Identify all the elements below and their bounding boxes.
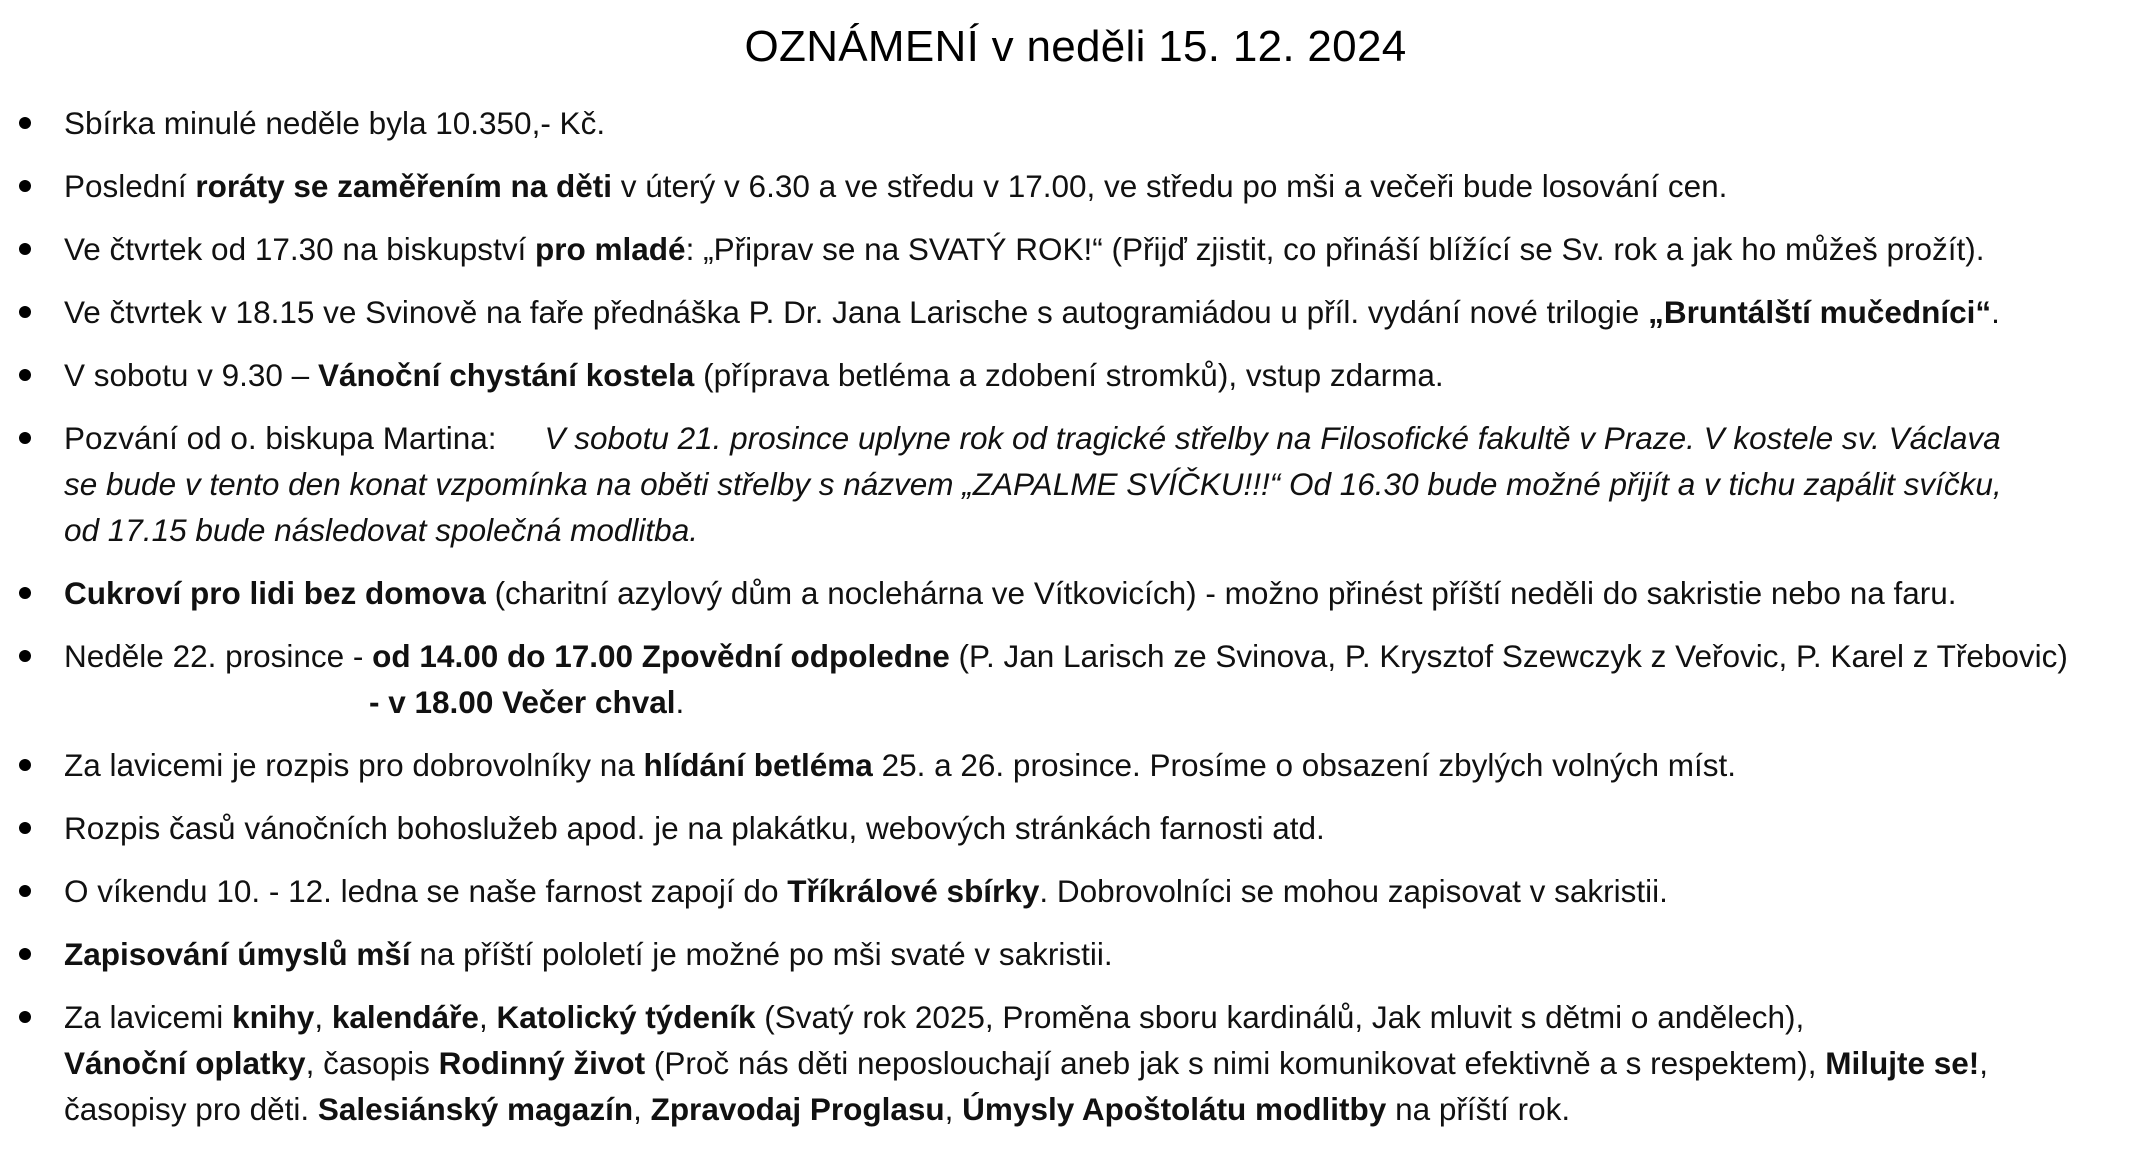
item-emphasis: „Bruntálští mučedníci“ bbox=[1648, 294, 1992, 330]
item-line bbox=[64, 461, 2151, 507]
list-item bbox=[0, 100, 2151, 146]
item-text: v úterý v 6.30 a ve středu v 17.00, ve středu po mši a večeři bude losování cen. bbox=[612, 168, 1728, 204]
list-item bbox=[0, 805, 2151, 851]
item-text: (příprava betléma a zdobení stromků), vstup zdarma. bbox=[694, 357, 1444, 393]
list-item bbox=[0, 994, 2151, 1132]
item-text: 25. a 26. prosince. Prosíme o obsazení zbylých volných míst. bbox=[872, 747, 1736, 783]
item-line bbox=[64, 868, 2151, 914]
item-line bbox=[64, 931, 2151, 977]
item-line bbox=[64, 163, 2151, 209]
item-text: Poslední bbox=[64, 168, 196, 204]
bullet-icon bbox=[19, 885, 31, 897]
bullet-icon bbox=[19, 306, 31, 318]
item-text: Za lavicemi je rozpis pro dobrovolníky na bbox=[64, 747, 644, 783]
item-text: (Proč nás děti neposlouchají aneb jak s nimi komunikovat efektivně a s respektem), bbox=[645, 1045, 1826, 1081]
item-emphasis: Vánoční oplatky bbox=[64, 1045, 306, 1081]
list-item bbox=[0, 415, 2151, 553]
bullet-icon bbox=[19, 1011, 31, 1023]
announcement-list bbox=[0, 100, 2151, 1149]
bullet-icon bbox=[19, 822, 31, 834]
item-text: , bbox=[478, 999, 497, 1035]
list-item bbox=[0, 570, 2151, 616]
list-item bbox=[0, 163, 2151, 209]
item-line bbox=[64, 1086, 2151, 1132]
list-item bbox=[0, 742, 2151, 788]
list-item bbox=[0, 289, 2151, 335]
list-item bbox=[0, 931, 2151, 977]
item-emphasis: Zpravodaj Proglasu bbox=[650, 1091, 945, 1127]
item-line bbox=[64, 742, 2151, 788]
item-emphasis: Salesiánský magazín bbox=[317, 1091, 634, 1127]
item-emphasis: Milujte se! bbox=[1825, 1045, 1980, 1081]
bullet-icon bbox=[19, 117, 31, 129]
item-line bbox=[64, 289, 2151, 335]
item-text: , bbox=[633, 1091, 651, 1127]
bullet-icon bbox=[19, 650, 31, 662]
item-text: . bbox=[1991, 294, 2000, 330]
item-emphasis: Úmysly Apoštolátu modlitby bbox=[962, 1091, 1387, 1127]
item-text: časopisy pro děti. bbox=[64, 1091, 318, 1127]
item-line bbox=[64, 226, 2151, 272]
item-text: Pozvání od o. biskupa Martina: bbox=[64, 420, 497, 456]
item-text: : „Připrav se na SVATÝ ROK!“ (Přijď zjistit, co přináší blížící se Sv. rok a jak ho můžeš prožít). bbox=[685, 231, 1985, 267]
item-italic: se bude v tento den konat vzpomínka na oběti střelby s názvem „ZAPALME SVÍČKU!!!“ Od 16.30 bude možné přijít a v tichu zapálit svíčku, bbox=[64, 466, 2002, 502]
bullet-icon bbox=[19, 243, 31, 255]
item-text: Ve čtvrtek od 17.30 na biskupství bbox=[64, 231, 536, 267]
item-line bbox=[64, 994, 2151, 1040]
item-emphasis: Vánoční chystání kostela bbox=[317, 357, 695, 393]
item-text: V sobotu v 9.30 – bbox=[64, 357, 318, 393]
item-text: . bbox=[675, 684, 685, 720]
item-text: , časopis bbox=[305, 1045, 439, 1081]
item-text: Rozpis časů vánočních bohoslužeb apod. je na plakátku, webových stránkách farnosti atd. bbox=[64, 810, 1325, 846]
item-text: Sbírka minulé neděle byla 10.350,- Kč. bbox=[64, 105, 606, 141]
item-emphasis: Tříkrálové sbírky bbox=[787, 873, 1040, 909]
item-text: Za lavicemi bbox=[64, 999, 233, 1035]
item-emphasis: Rodinný život bbox=[438, 1045, 646, 1081]
item-text: na příští pololetí je možné po mši svaté v sakristii. bbox=[410, 936, 1113, 972]
item-text: Ve čtvrtek v 18.15 ve Svinově na faře přednáška P. Dr. Jana Larische s autogramiádou u příl. vydání nové trilogie bbox=[64, 294, 1649, 330]
list-item bbox=[0, 633, 2151, 725]
item-text: (P. Jan Larisch ze Svinova, P. Krysztof Szewczyk z Veřovic, P. Karel z Třebovic) bbox=[949, 638, 2068, 674]
item-italic: V sobotu 21. prosince uplyne rok od tragické střelby na Filosofické fakultě v Praze. V kostele sv. Václava bbox=[544, 420, 2001, 456]
item-text: O víkendu 10. - 12. ledna se naše farnost zapojí do bbox=[64, 873, 788, 909]
item-text: . Dobrovolníci se mohou zapisovat v sakristii. bbox=[1039, 873, 1668, 909]
bullet-icon bbox=[19, 587, 31, 599]
item-text: (charitní azylový dům a noclehárna ve Vítkovicích) - možno přinést příští neděli do sakristie nebo na faru. bbox=[485, 575, 1957, 611]
item-text: (Svatý rok 2025, Proměna sboru kardinálů, Jak mluvit s dětmi o andělech), bbox=[755, 999, 1805, 1035]
item-text: , bbox=[1979, 1045, 1989, 1081]
list-item bbox=[0, 868, 2151, 914]
item-line bbox=[64, 570, 2151, 616]
bullet-icon bbox=[19, 180, 31, 192]
bullet-icon bbox=[19, 432, 31, 444]
item-line bbox=[64, 507, 2151, 553]
item-line bbox=[64, 633, 2151, 679]
item-line bbox=[64, 679, 2151, 725]
item-emphasis: pro mladé bbox=[535, 231, 686, 267]
item-emphasis: Cukroví pro lidi bez domova bbox=[64, 575, 486, 611]
item-text: , bbox=[944, 1091, 963, 1127]
list-item bbox=[0, 226, 2151, 272]
bullet-icon bbox=[19, 759, 31, 771]
item-line bbox=[64, 1040, 2151, 1086]
item-line bbox=[64, 415, 2151, 461]
item-emphasis: kalendáře bbox=[331, 999, 479, 1035]
item-emphasis: - v 18.00 Večer chval bbox=[369, 684, 676, 720]
item-emphasis: Katolický týdeník bbox=[496, 999, 756, 1035]
bullet-icon bbox=[19, 369, 31, 381]
item-emphasis: roráty se zaměřením na děti bbox=[195, 168, 613, 204]
item-line bbox=[64, 100, 2151, 146]
item-text: na příští rok. bbox=[1386, 1091, 1571, 1127]
bullet-icon bbox=[19, 948, 31, 960]
item-italic: od 17.15 bude následovat společná modlitba. bbox=[64, 512, 698, 548]
item-text: Neděle 22. prosince - bbox=[64, 638, 373, 674]
item-emphasis: od 14.00 do 17.00 Zpovědní odpoledne bbox=[372, 638, 950, 674]
page-title: OZNÁMENÍ v neděli 15. 12. 2024 bbox=[744, 22, 1407, 71]
item-emphasis: hlídání betléma bbox=[643, 747, 873, 783]
item-emphasis: Zapisování úmyslů mší bbox=[64, 936, 411, 972]
item-text: , bbox=[314, 999, 332, 1035]
list-item bbox=[0, 352, 2151, 398]
item-line bbox=[64, 352, 2151, 398]
item-emphasis: knihy bbox=[232, 999, 315, 1035]
item-line bbox=[64, 805, 2151, 851]
